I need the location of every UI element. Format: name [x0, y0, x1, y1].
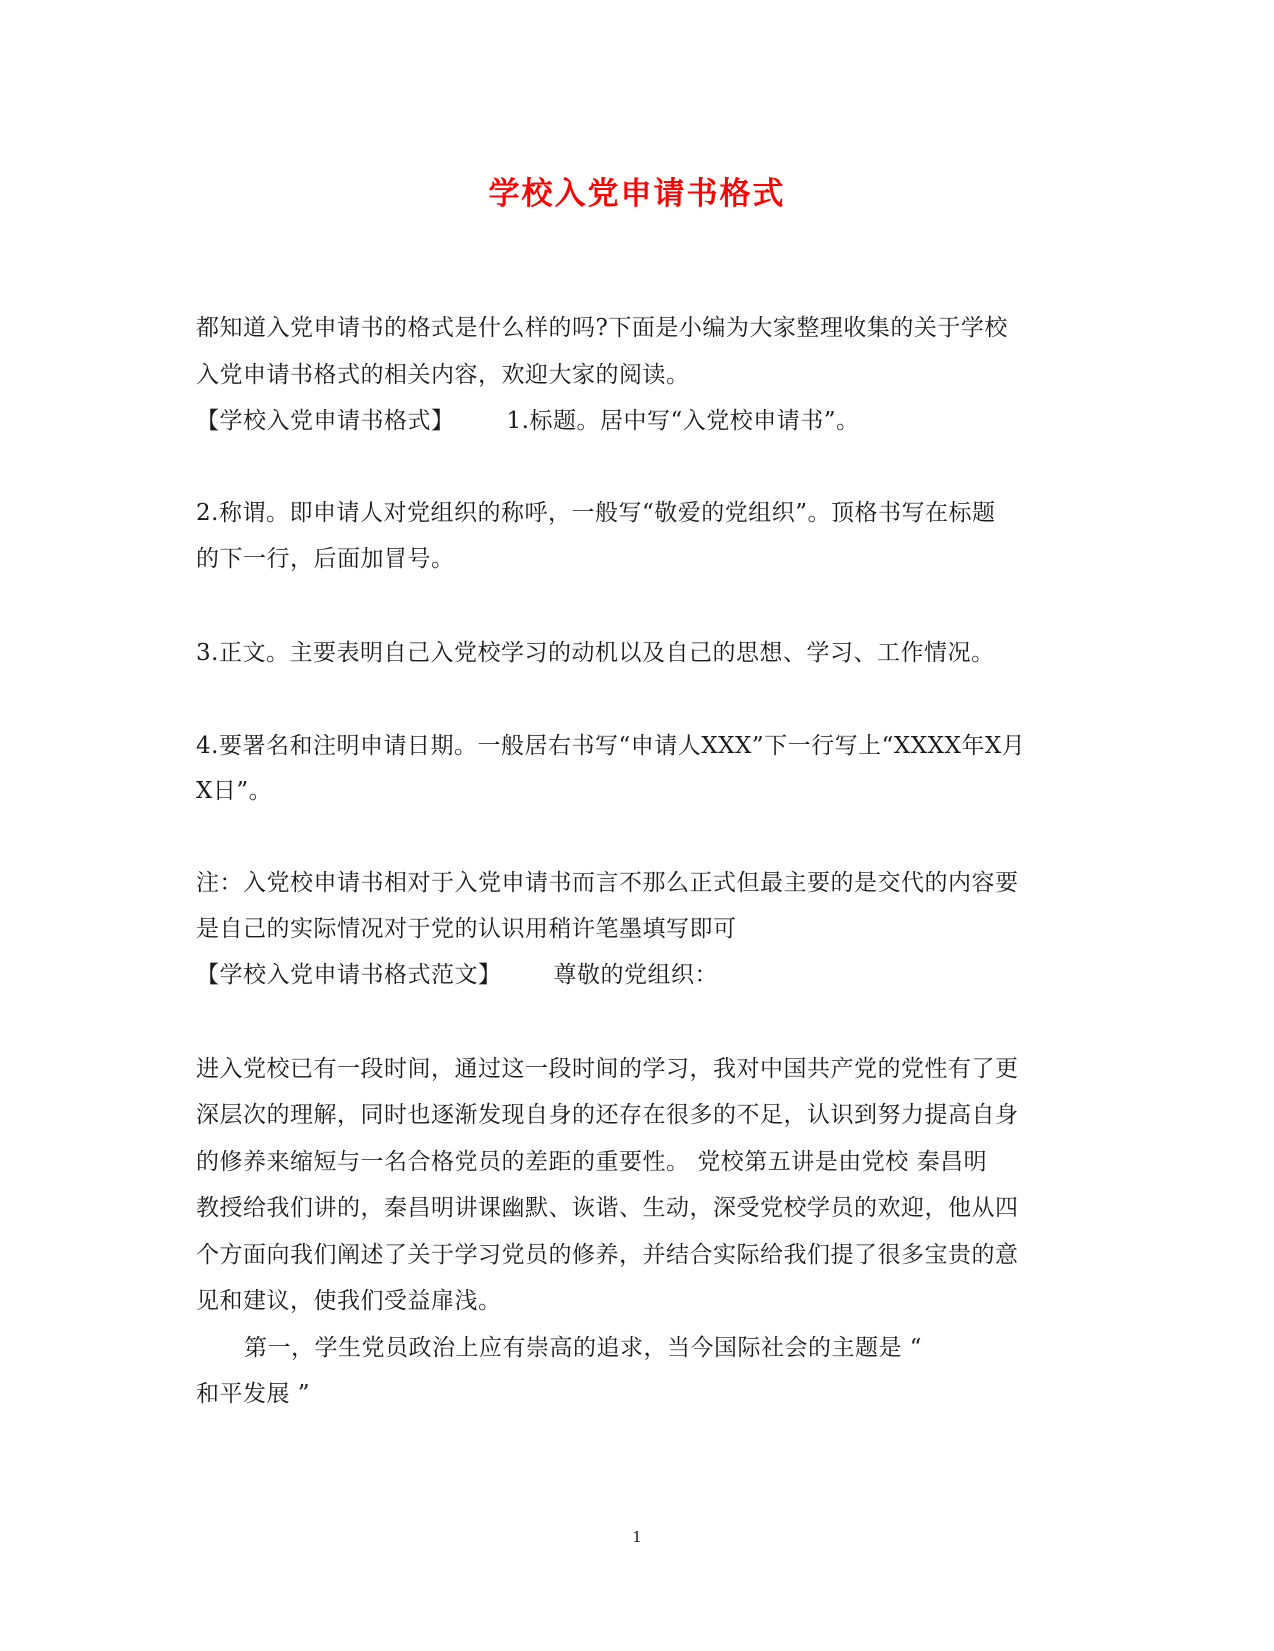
intro-line-2: 入党申请书格式的相关内容，欢迎大家的阅读。 [196, 362, 690, 388]
format-item-2-line-2: 的下一行，后面加冒号。 [196, 546, 455, 572]
format-item-4-line-2: X日”。 [196, 778, 273, 804]
format-item-3: 3.正文。主要表明自己入党校学习的动机以及自己的思想、学习、工作情况。 [196, 640, 995, 666]
sample-para1-line-4: 教授给我们讲的，秦昌明讲课幽默、诙谐、生动，深受党校学员的欢迎，他从四 [196, 1195, 1019, 1221]
sample-section-heading: 【学校入党申请书格式范文】 [196, 962, 502, 988]
sample-para1-line-1: 进入党校已有一段时间，通过这一段时间的学习，我对中国共产党的党性有了更 [196, 1056, 1019, 1082]
format-item-1: 1.标题。居中写“入党校申请书”。 [506, 408, 860, 434]
intro-line-1: 都知道入党申请书的格式是什么样的吗?下面是小编为大家整理收集的关于学校 [196, 315, 1008, 341]
format-item-4-line-1: 4.要署名和注明申请日期。一般居右书写“申请人XXX”下一行写上“XXXX年X月 [196, 733, 1026, 759]
sample-para2-line-1: 第一，学生党员政治上应有崇高的追求，当今国际社会的主题是 “ [244, 1335, 923, 1361]
sample-para2-line-2: 和平发展 ” [196, 1381, 311, 1407]
sample-salutation: 尊敬的党组织： [553, 962, 718, 988]
page-number: 1 [632, 1528, 642, 1546]
sample-heading-row [196, 960, 718, 990]
format-note-line-2: 是自己的实际情况对于党的认识用稍许笔墨填写即可 [196, 916, 737, 942]
sample-para1-line-3: 的修养来缩短与一名合格党员的差距的重要性。 党校第五讲是由党校 秦昌明 [196, 1149, 988, 1175]
format-item-2-line-1: 2.称谓。即申请人对党组织的称呼，一般写“敬爱的党组织”。顶格书写在标题 [196, 500, 996, 526]
sample-para1-line-5: 个方面向我们阐述了关于学习党员的修养，并结合实际给我们提了很多宝贵的意 [196, 1242, 1019, 1268]
sample-para1-line-2: 深层次的理解，同时也逐渐发现自身的还存在很多的不足，认识到努力提高自身 [196, 1102, 1019, 1128]
sample-para1-line-6: 见和建议，使我们受益扉浅。 [196, 1288, 502, 1314]
document-title: 学校入党申请书格式 [488, 176, 786, 212]
format-note-line-1: 注：入党校申请书相对于入党申请书而言不那么正式但最主要的是交代的内容要 [196, 870, 1019, 896]
format-section-heading: 【学校入党申请书格式】 [196, 408, 455, 434]
format-heading-row [196, 406, 859, 436]
